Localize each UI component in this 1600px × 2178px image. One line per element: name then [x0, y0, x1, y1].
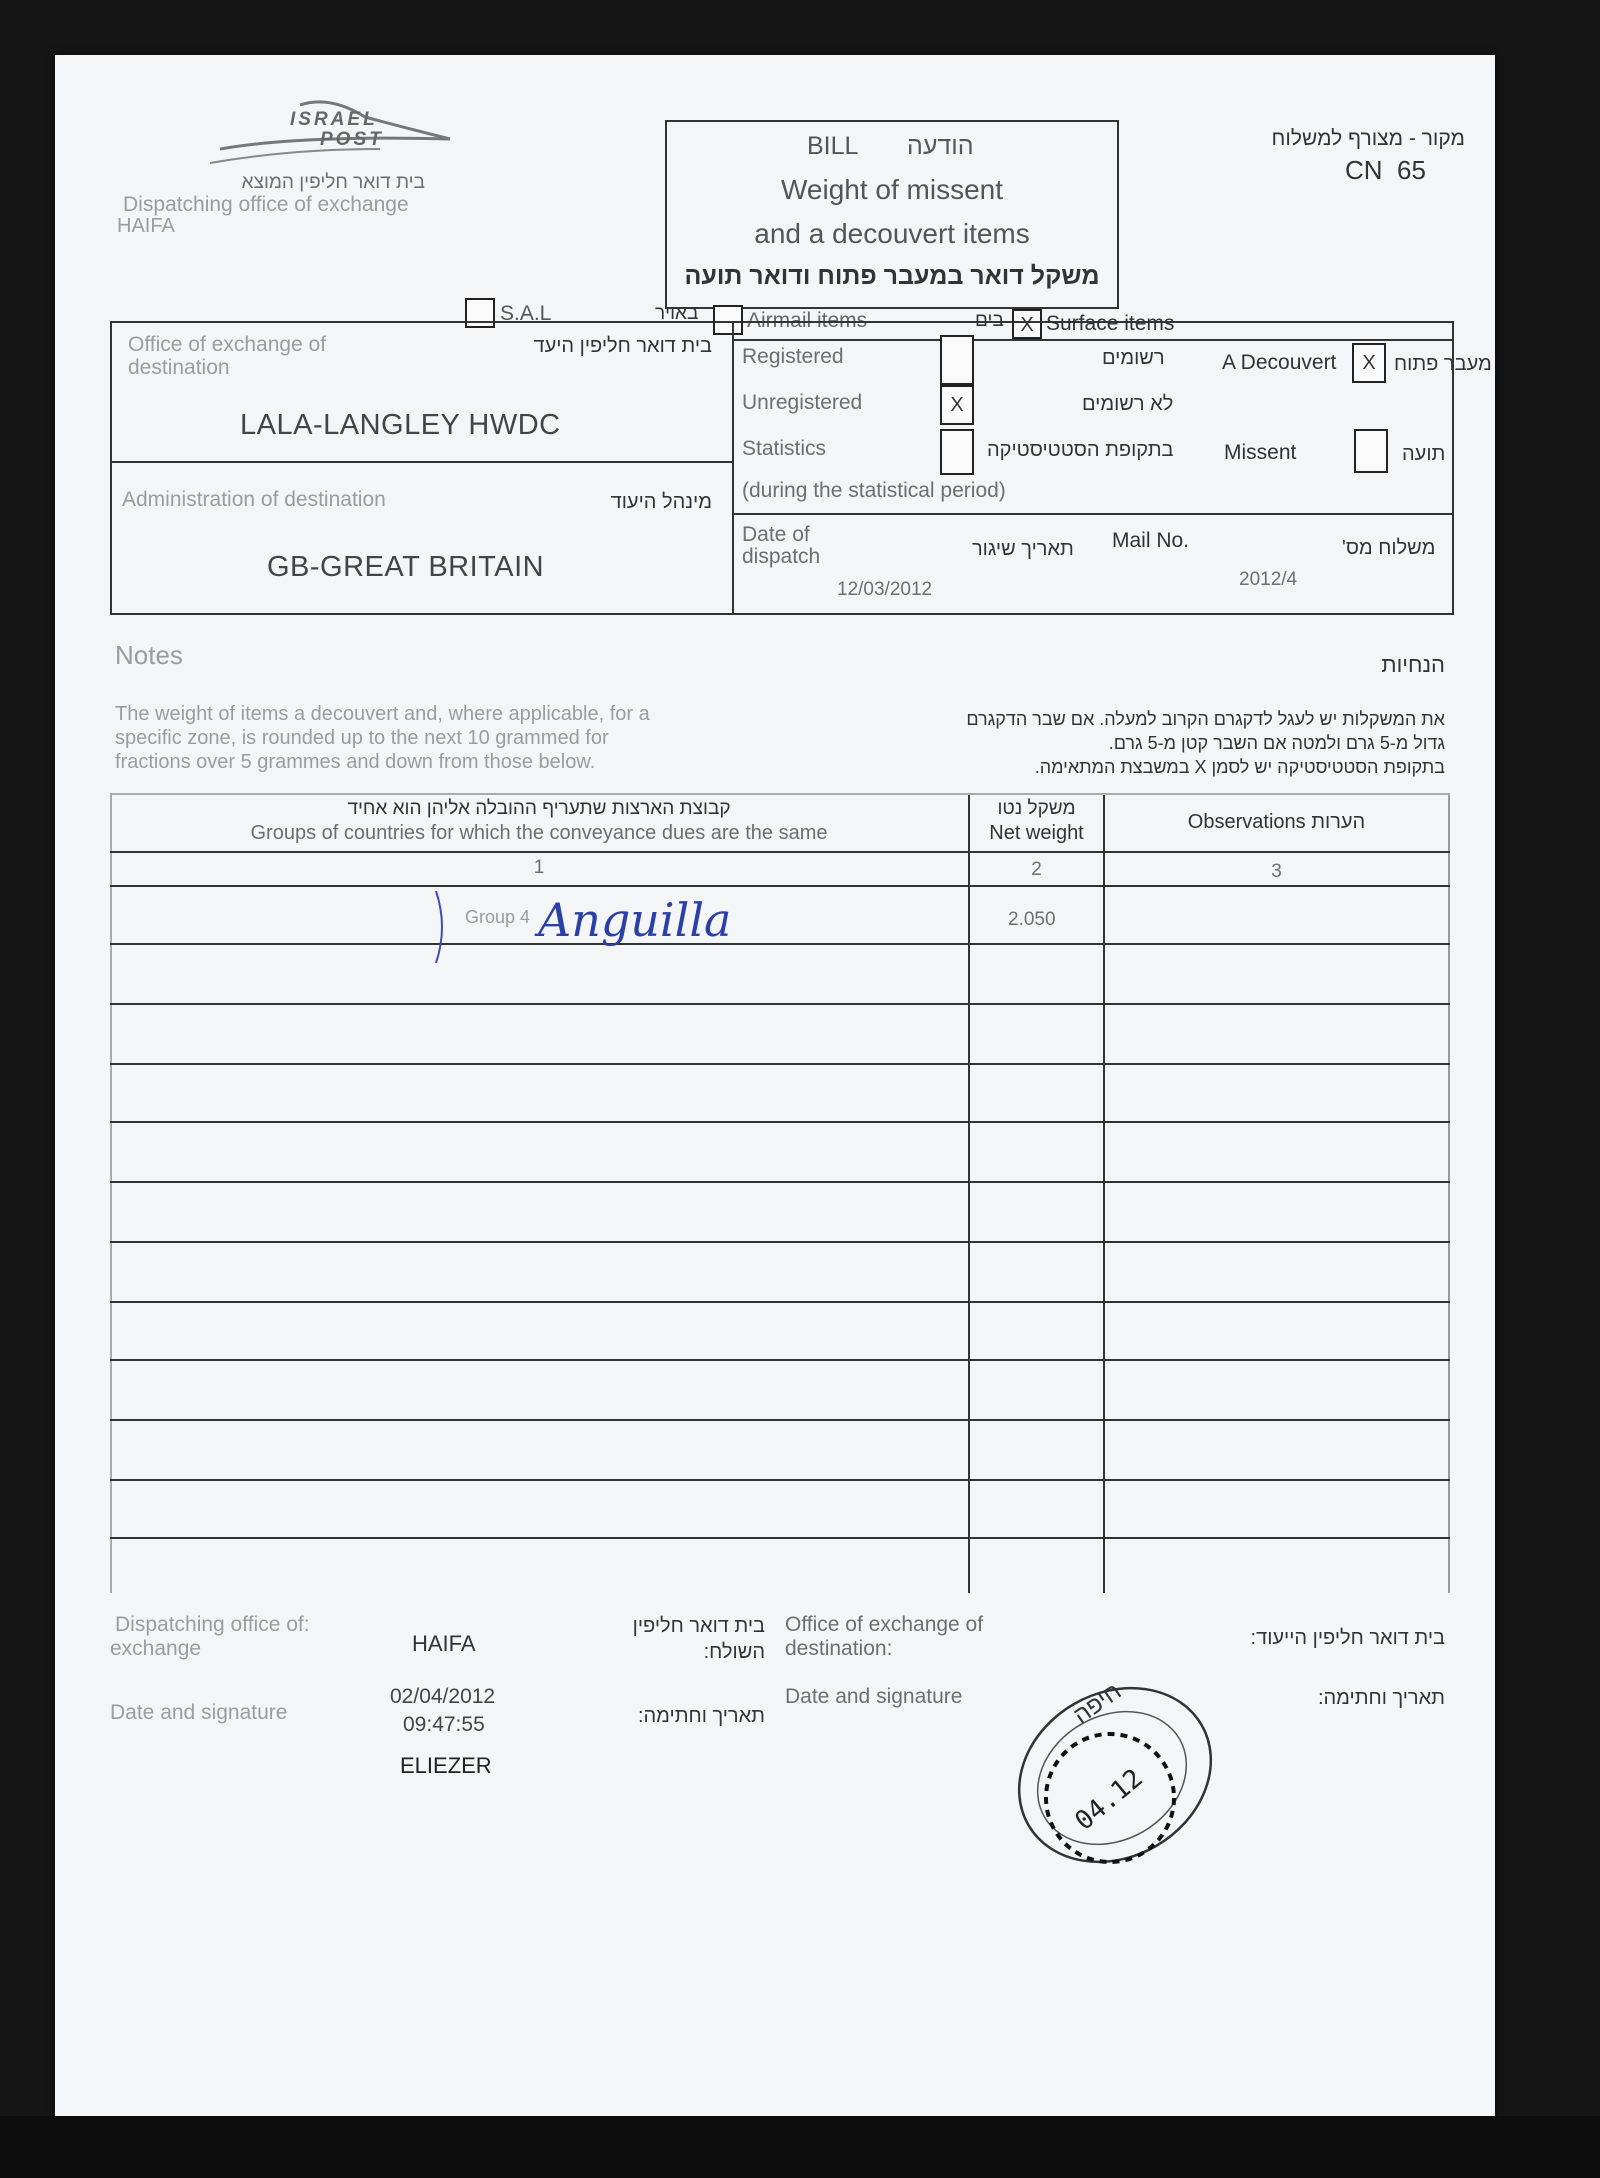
missent-checkbox[interactable] [1354, 429, 1388, 473]
title-box [665, 120, 1119, 309]
stamp-city: חיפה [1068, 1677, 1127, 1730]
decouvert-checkbox[interactable]: X [1352, 343, 1386, 383]
col1-header-he: קבוצת הארצות שתעריף ההובלה אליהן הוא אחיד [347, 798, 731, 819]
col1-header-en: Groups of countries for which the conveyance dues are the same [250, 822, 828, 844]
info-box [110, 321, 1492, 615]
footer-date-sig-en: Date and signature [110, 1701, 288, 1724]
title-line-1: Weight of missent [780, 174, 1004, 205]
col2-number: 2 [1031, 859, 1042, 880]
dispatch-office-city: HAIFA [117, 215, 175, 237]
postmark-stamp [1000, 1677, 1220, 1870]
notes-title-he: הנחיות [1381, 652, 1445, 677]
dest-office-label-he: בית דואר חליפין היעד [533, 335, 712, 357]
footer-date-value: 02/04/2012 [390, 1685, 496, 1708]
row-group: Group 4 [465, 907, 531, 927]
title-line-2: and a decouvert items [754, 218, 1030, 249]
date-dispatch-he: תאריך שיגור [972, 538, 1074, 560]
surface-label: Surface items [1046, 312, 1175, 335]
mail-no-label: Mail No. [1112, 529, 1190, 552]
dest-office-label-en [128, 333, 388, 379]
sal-label: S.A.L [500, 302, 552, 325]
logo-text-post: POST [320, 129, 384, 150]
table-row [110, 885, 1450, 947]
surface-checkbox[interactable]: X [1012, 309, 1042, 339]
bottom-binder-strip [0, 2116, 1600, 2178]
footer-dest-en-2: destination: [785, 1637, 893, 1660]
registered-checkbox[interactable] [940, 335, 974, 385]
footer-dispatch-he-2: השולח: [703, 1641, 765, 1663]
surface-he: בים [975, 310, 1004, 331]
logo-text-israel: ISRAEL [290, 109, 378, 130]
mail-no-he: משלוח מס' [1342, 537, 1436, 559]
notes-title-en: Notes [115, 640, 183, 670]
notes-text-he-2: גדול מ-5 גרם ולמטה אם השבר קטן מ-5 גרם. [1108, 733, 1445, 753]
statistics-he: בתקופת הסטטיסטיקה [987, 439, 1174, 461]
date-dispatch-label-1: Date of [742, 523, 810, 546]
unregistered-he: לא רשומים [1082, 393, 1174, 415]
israel-post-logo [180, 87, 500, 167]
title-he: משקל דואר במעבר פתוח ודואר תועה [684, 262, 1100, 290]
notes-text-en-3: fractions over 5 grammes and down from those below. [115, 751, 596, 773]
footer-dest-date-he: תאריך וחתימה: [1317, 1687, 1445, 1709]
notes-text-en-1: The weight of items a decouvert and, where applicable, for a [115, 703, 650, 725]
date-dispatch-value: 12/03/2012 [837, 579, 933, 600]
admin-label-he: מינהל היעוד [610, 491, 712, 513]
unregistered-checkbox[interactable]: X [940, 385, 974, 425]
date-dispatch-label-2: dispatch [742, 545, 821, 568]
statistics-label: Statistics [742, 437, 827, 460]
form-sheet [55, 55, 1495, 2120]
footer-dest-he: בית דואר חליפין הייעוד: [1250, 1627, 1445, 1649]
bill-label-he: הודעה [907, 132, 974, 160]
col1-number: 1 [533, 857, 545, 878]
missent-he: תועה [1402, 443, 1446, 465]
registered-label: Registered [742, 345, 844, 368]
footer-dest-date-en: Date and signature [785, 1685, 963, 1708]
statistics-note: (during the statistical period) [742, 479, 1006, 502]
col2-header-he: משקל נטו [997, 798, 1076, 819]
footer-time-value: 09:47:55 [403, 1713, 485, 1736]
footer-dispatch-he-1: בית דואר חליפין [632, 1615, 765, 1637]
col3-number: 3 [1271, 861, 1282, 882]
row-handwritten-country: Anguilla [538, 893, 732, 947]
footer-dispatch-en-1: Dispatching office of: [115, 1613, 310, 1636]
missent-label: Missent [1224, 441, 1297, 464]
statistics-checkbox[interactable] [940, 429, 974, 475]
bill-label: BILL [807, 132, 859, 160]
notes-text-he-1: את המשקלות יש לעגל לדקגרם הקרוב למעלה. אם שבר הדקגרם [966, 709, 1445, 729]
col2-header-en: Net weight [989, 822, 1084, 844]
notes-text-he-3: בתקופת הסטטיסטיקה יש לסמן X במשבצת המתאימה. [1034, 757, 1445, 777]
notes-text-en-2: specific zone, is rounded up to the next 10 grammed for [115, 727, 609, 749]
weights-table [110, 793, 1450, 1593]
registered-he: רשומים [1102, 347, 1165, 369]
stamp-date: 04.12 [1069, 1763, 1149, 1837]
col3-header: Observations הערות [1187, 811, 1366, 833]
source-note-he: מקור - מצורף למשלוח [1271, 127, 1465, 150]
footer-signer: ELIEZER [400, 1753, 492, 1778]
dest-office-en-text: Office of exchange of destination [128, 333, 327, 379]
airmail-label: Airmail items [747, 309, 868, 332]
footer-dispatch-en-2: exchange [110, 1637, 202, 1660]
dispatch-office-en: Dispatching office of exchange [123, 193, 409, 216]
footer-date-sig-he: תאריך וחתימה: [637, 1705, 765, 1727]
mail-no-value: 2012/4 [1239, 569, 1298, 590]
row-weight: 2.050 [1008, 909, 1056, 930]
unregistered-label: Unregistered [742, 391, 863, 414]
dispatch-office-he: בית דואר חליפין המוצא [241, 172, 425, 193]
airmail-he: באויר [655, 303, 699, 324]
admin-label-en: Administration of destination [122, 488, 386, 511]
dest-office-value: LALA-LANGLEY HWDC [240, 409, 561, 441]
form-code: CN 65 [1345, 155, 1426, 185]
footer-dispatch-value: HAIFA [412, 1631, 476, 1656]
admin-value: GB-GREAT BRITAIN [267, 551, 545, 583]
decouvert-he: מעבר פתוח [1394, 353, 1492, 375]
bracket-mark-icon [432, 887, 452, 967]
footer-dest-en-1: Office of exchange of [785, 1613, 984, 1636]
decouvert-label: A Decouvert [1222, 351, 1337, 374]
